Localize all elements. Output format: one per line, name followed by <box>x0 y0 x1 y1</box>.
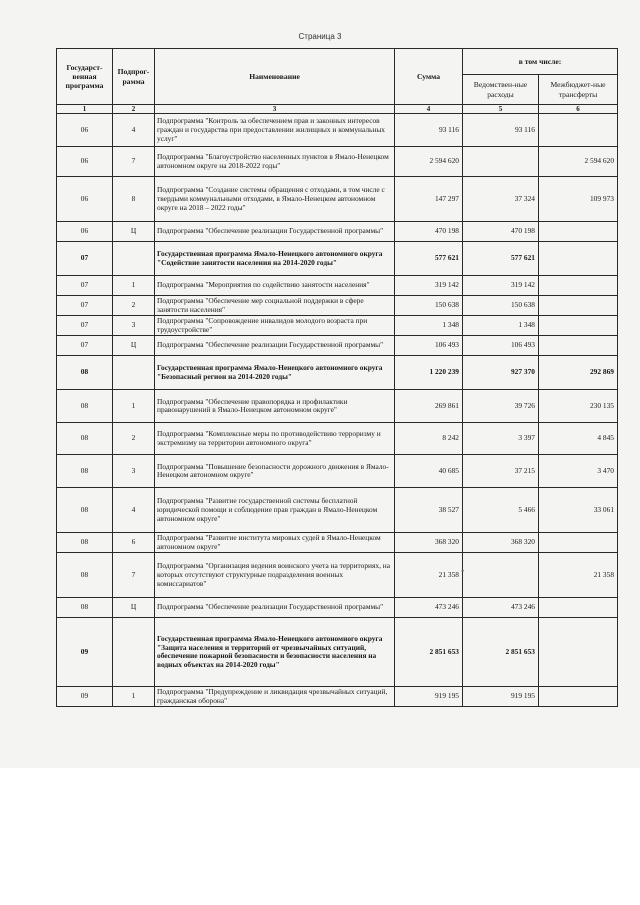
column-index: 3 <box>155 105 395 114</box>
subprogram-code: 3 <box>113 455 155 488</box>
program-name: Государственная программа Ямало-Ненецкого автономного округа "Содействие занятости населения на 2014-2020 годы" <box>155 242 395 276</box>
sum-value: 1 348 <box>395 316 463 336</box>
sum-value: 106 493 <box>395 336 463 356</box>
sum-value: 2 594 620 <box>395 147 463 177</box>
departmental-value: 577 621 <box>463 242 539 276</box>
subprogram-code: 1 <box>113 276 155 296</box>
departmental-value: 37 324 <box>463 177 539 222</box>
program-name: Подпрограмма "Обеспечение реализации Государственной программы" <box>155 336 395 356</box>
subprogram-row <box>57 296 618 316</box>
column-index: 2 <box>113 105 155 114</box>
departmental-value: 319 142 <box>463 276 539 296</box>
subprogram-code: 4 <box>113 488 155 533</box>
column-index: 5 <box>463 105 539 114</box>
program-code: 09 <box>57 687 113 707</box>
sum-value: 319 142 <box>395 276 463 296</box>
subprogram-code <box>113 242 155 276</box>
interbudget-value <box>539 242 618 276</box>
program-name: Подпрограмма "Повышение безопасности дорожного движения в Ямало-Ненецком автономном округе" <box>155 455 395 488</box>
program-code: 08 <box>57 553 113 598</box>
departmental-value: 473 246 <box>463 598 539 618</box>
subprogram-row <box>57 423 618 455</box>
interbudget-value: 2 594 620 <box>539 147 618 177</box>
sum-value: 38 527 <box>395 488 463 533</box>
subprogram-row <box>57 687 618 707</box>
header-interbudget: Межбюджет-ные трансферты <box>539 75 618 105</box>
sum-value: 919 195 <box>395 687 463 707</box>
program-name: Подпрограмма "Обеспечение реализации Государственной программы" <box>155 222 395 242</box>
header-sum: Сумма <box>395 49 463 105</box>
subprogram-code: 3 <box>113 316 155 336</box>
interbudget-value <box>539 316 618 336</box>
program-name: Подпрограмма "Комплексные меры по противодействию терроризму и экстремизму на территории автономного округа" <box>155 423 395 455</box>
program-code: 08 <box>57 390 113 423</box>
interbudget-value <box>539 296 618 316</box>
program-code: 08 <box>57 533 113 553</box>
program-code: 08 <box>57 488 113 533</box>
interbudget-value: 21 358 <box>539 553 618 598</box>
program-code: 07 <box>57 316 113 336</box>
departmental-value: 106 493 <box>463 336 539 356</box>
program-name: Государственная программа Ямало-Ненецкого автономного округа "Безопасный регион на 2014-2020 годы" <box>155 356 395 390</box>
subprogram-code: 8 <box>113 177 155 222</box>
program-code: 06 <box>57 114 113 147</box>
program-name: Государственная программа Ямало-Ненецкого автономного округа "Защита населения и территорий от чрезвычайных ситуаций, обеспечение пожарной безопасности и безопасности населения на водных объектах на 2014-2020 годы" <box>155 618 395 687</box>
subprogram-row <box>57 390 618 423</box>
program-name: Подпрограмма "Сопровождение инвалидов молодого возраста при трудоустройстве" <box>155 316 395 336</box>
interbudget-value <box>539 222 618 242</box>
interbudget-value <box>539 598 618 618</box>
subprogram-row <box>57 455 618 488</box>
sum-value: 473 246 <box>395 598 463 618</box>
subprogram-code: 4 <box>113 114 155 147</box>
interbudget-value <box>539 114 618 147</box>
budget-table <box>56 48 618 707</box>
header-subprogram: Подпрог-рамма <box>113 49 155 105</box>
sum-value: 8 242 <box>395 423 463 455</box>
interbudget-value: 4 845 <box>539 423 618 455</box>
subprogram-code: 7 <box>113 147 155 177</box>
header-name: Наименование <box>155 49 395 105</box>
sum-value: 1 220 239 <box>395 356 463 390</box>
program-code: 08 <box>57 455 113 488</box>
program-code: 08 <box>57 598 113 618</box>
sum-value: 368 320 <box>395 533 463 553</box>
interbudget-value <box>539 276 618 296</box>
header-program: Государст-венная программа <box>57 49 113 105</box>
sum-value: 40 685 <box>395 455 463 488</box>
sum-value: 21 358 <box>395 553 463 598</box>
subprogram-code: Ц <box>113 598 155 618</box>
subprogram-code: 1 <box>113 687 155 707</box>
departmental-value: 2 851 653 <box>463 618 539 687</box>
subprogram-code: Ц <box>113 222 155 242</box>
subprogram-row <box>57 316 618 336</box>
subprogram-code: 7 <box>113 553 155 598</box>
subprogram-code: Ц <box>113 336 155 356</box>
column-index: 6 <box>539 105 618 114</box>
subprogram-code: 1 <box>113 390 155 423</box>
program-name: Подпрограмма "Благоустройство населенных пунктов в Ямало-Ненецком автономном округе на 2018-2022 годы" <box>155 147 395 177</box>
program-code: 08 <box>57 356 113 390</box>
column-index: 4 <box>395 105 463 114</box>
interbudget-value: 3 470 <box>539 455 618 488</box>
sum-value: 2 851 653 <box>395 618 463 687</box>
program-row <box>57 618 618 687</box>
interbudget-value <box>539 618 618 687</box>
interbudget-value: 230 135 <box>539 390 618 423</box>
subprogram-row <box>57 488 618 533</box>
departmental-value: 39 726 <box>463 390 539 423</box>
subprogram-row <box>57 177 618 222</box>
interbudget-value <box>539 687 618 707</box>
program-name: Подпрограмма "Контроль за обеспечением прав и законных интересов граждан и государства при предоставлении жилищных и коммунальных услуг" <box>155 114 395 147</box>
departmental-value: 37 215 <box>463 455 539 488</box>
program-code: 06 <box>57 147 113 177</box>
program-code: 08 <box>57 423 113 455</box>
sum-value: 470 198 <box>395 222 463 242</box>
header-including: в том числе: <box>463 49 618 75</box>
program-code: 07 <box>57 336 113 356</box>
subprogram-code: 2 <box>113 296 155 316</box>
subprogram-row <box>57 147 618 177</box>
subprogram-row <box>57 553 618 598</box>
program-code: 07 <box>57 276 113 296</box>
departmental-value: 93 116 <box>463 114 539 147</box>
column-index-row <box>57 105 618 114</box>
departmental-value: 5 466 <box>463 488 539 533</box>
subprogram-row <box>57 276 618 296</box>
program-name: Подпрограмма "Обеспечение правопорядка и профилактики правонарушений в Ямало-Ненецком автономном округе" <box>155 390 395 423</box>
program-code: 07 <box>57 296 113 316</box>
program-code: 06 <box>57 222 113 242</box>
sum-value: 147 297 <box>395 177 463 222</box>
sum-value: 269 861 <box>395 390 463 423</box>
program-row <box>57 356 618 390</box>
program-name: Подпрограмма "Обеспечение мер социальной поддержки в сфере занятости населения" <box>155 296 395 316</box>
subprogram-code: 6 <box>113 533 155 553</box>
departmental-value: 470 198 <box>463 222 539 242</box>
interbudget-value <box>539 533 618 553</box>
subprogram-code <box>113 356 155 390</box>
program-name: Подпрограмма "Развитие института мировых судей в Ямало-Ненецком автономном округе" <box>155 533 395 553</box>
header-departmental: Ведомствен-ные расходы <box>463 75 539 105</box>
program-name: Подпрограмма "Предупреждение и ликвидация чрезвычайных ситуаций, гражданская оборона" <box>155 687 395 707</box>
interbudget-value: 33 061 <box>539 488 618 533</box>
program-name: Подпрограмма "Организация ведения воинского учета на территориях, на которых отсутствуют структурные подразделения военных комиссариатов" <box>155 553 395 598</box>
page-label: Страница 3 <box>298 32 342 41</box>
subprogram-row <box>57 114 618 147</box>
program-code: 06 <box>57 177 113 222</box>
program-name: Подпрограмма "Развитие государственной системы бесплатной юридической помощи и соблюдение прав граждан в Ямало-Ненецком автономном округе" <box>155 488 395 533</box>
subprogram-code <box>113 618 155 687</box>
departmental-value: 927 370 <box>463 356 539 390</box>
column-index: 1 <box>57 105 113 114</box>
program-code: 09 <box>57 618 113 687</box>
departmental-value: 1 348 <box>463 316 539 336</box>
departmental-value: 3 397 <box>463 423 539 455</box>
subprogram-code: 2 <box>113 423 155 455</box>
departmental-value: 919 195 <box>463 687 539 707</box>
sum-value: 93 116 <box>395 114 463 147</box>
subprogram-row <box>57 533 618 553</box>
interbudget-value: 292 869 <box>539 356 618 390</box>
program-name: Подпрограмма "Создание системы обращения с отходами, в том числе с твердыми коммунальными отходами, в Ямало-Ненецком автономном округе на 2018 – 2022 годы" <box>155 177 395 222</box>
departmental-value: 150 638 <box>463 296 539 316</box>
sum-value: 577 621 <box>395 242 463 276</box>
program-row <box>57 242 618 276</box>
subprogram-row <box>57 222 618 242</box>
program-name: Подпрограмма "Обеспечение реализации Государственной программы" <box>155 598 395 618</box>
departmental-value <box>463 147 539 177</box>
departmental-value: 368 320 <box>463 533 539 553</box>
interbudget-value: 109 973 <box>539 177 618 222</box>
departmental-value <box>463 553 539 598</box>
program-name: Подпрограмма "Мероприятия по содействию занятости населения" <box>155 276 395 296</box>
scan-mark: • <box>461 566 465 576</box>
interbudget-value <box>539 336 618 356</box>
program-code: 07 <box>57 242 113 276</box>
sum-value: 150 638 <box>395 296 463 316</box>
subprogram-row <box>57 598 618 618</box>
subprogram-row <box>57 336 618 356</box>
